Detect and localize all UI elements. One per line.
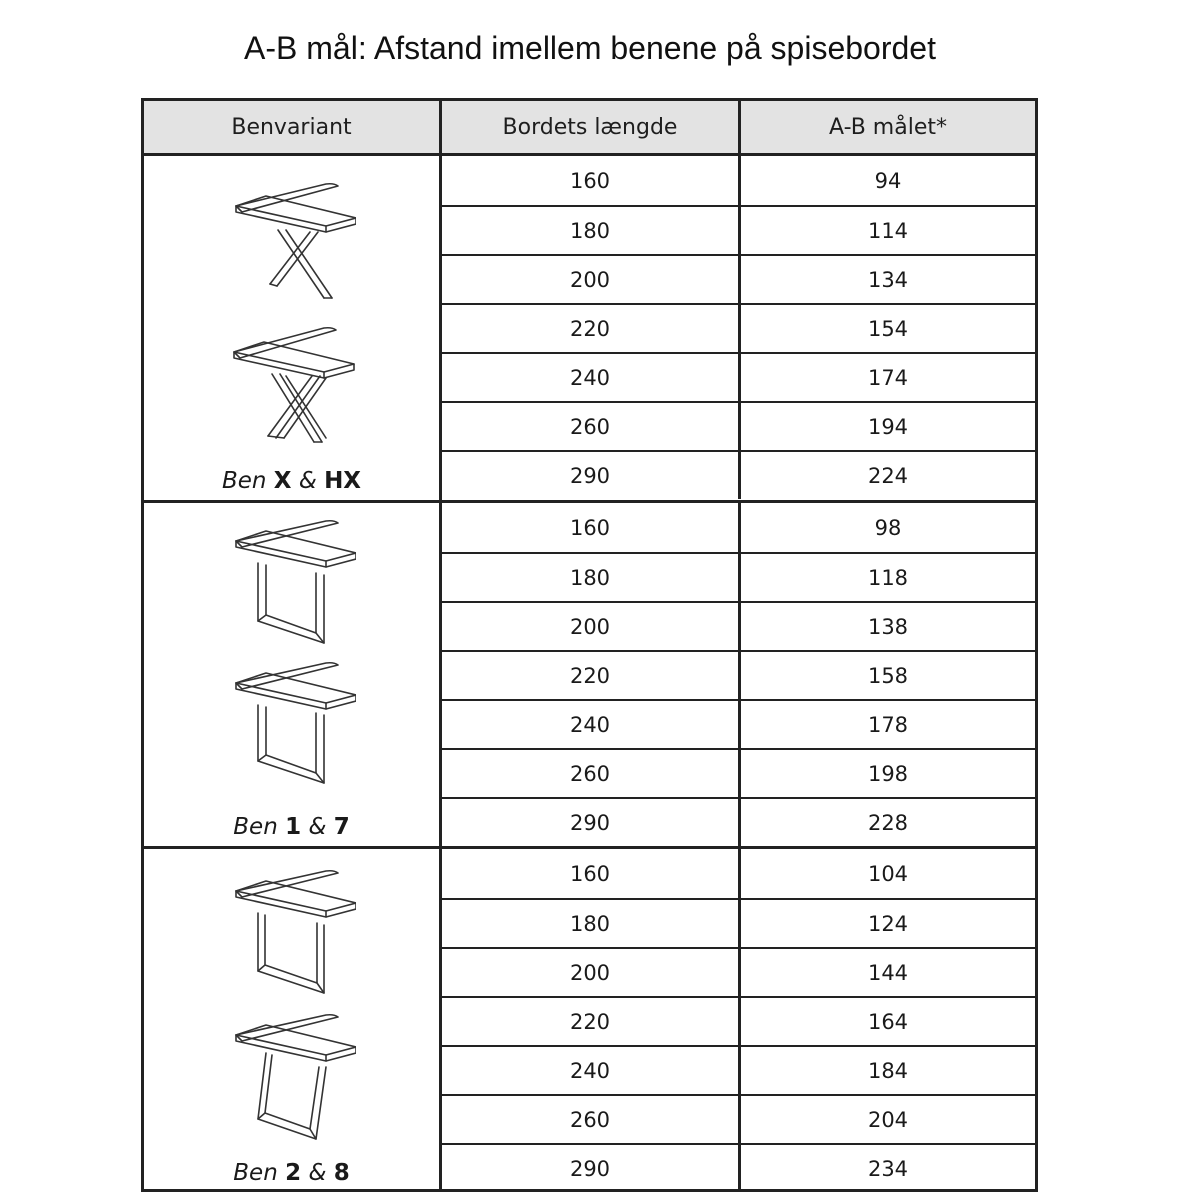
ab-cell: 178 (867, 712, 909, 737)
table-row (442, 205, 1035, 254)
ab-cell: 94 (874, 168, 902, 193)
table-row (442, 898, 1035, 947)
ab-cell: 114 (867, 218, 909, 243)
ab-cell: 234 (867, 1156, 909, 1181)
group-leg-x-hx (144, 156, 1035, 503)
length-cell: 180 (442, 554, 741, 601)
leg-variant-caption: Ben X & HX (221, 468, 362, 494)
table-row (442, 650, 1035, 699)
length-cell: 260 (442, 1096, 741, 1143)
length-cell: 260 (442, 403, 741, 450)
ab-cell: 164 (867, 1009, 909, 1034)
ab-cell: 228 (867, 810, 909, 835)
table-row (442, 849, 1035, 898)
leg-variant-caption: Ben 2 & 8 (233, 1160, 350, 1186)
leg-variant-caption: Ben 1 & 7 (233, 814, 350, 840)
x-leg-table-icon (226, 174, 356, 309)
u-leg-table-icon (226, 515, 356, 650)
length-cell: 160 (442, 503, 741, 552)
group-leg-1-7 (144, 503, 1035, 849)
ab-cell: 174 (867, 365, 909, 390)
u-leg-table-icon (226, 653, 356, 788)
ab-cell: 144 (867, 960, 909, 985)
ab-cell: 184 (867, 1058, 909, 1083)
length-cell: 290 (442, 452, 741, 499)
length-cell: 220 (442, 998, 741, 1045)
ab-cell: 138 (867, 614, 909, 639)
length-cell: 200 (442, 949, 741, 996)
leg-distance-table (141, 98, 1038, 1192)
table-row (442, 1143, 1035, 1192)
ab-cell: 134 (867, 267, 909, 292)
ab-cell: 118 (867, 565, 909, 590)
ab-cell: 124 (867, 911, 909, 936)
header-leg-variant: Benvariant (144, 101, 442, 156)
ab-cell: 198 (867, 761, 909, 786)
trapezoid-leg-table-icon (226, 1007, 356, 1142)
table-row (442, 254, 1035, 303)
leg-variant-cell (144, 849, 442, 1192)
table-row (442, 996, 1035, 1045)
ab-cell: 194 (867, 414, 909, 439)
page-title: A-B mål: Afstand imellem benene på spisebordet (244, 30, 936, 66)
ab-cell: 98 (874, 515, 902, 540)
header-ab-measure: A-B målet* (741, 101, 1035, 156)
leg-variant-cell (144, 503, 442, 846)
group-leg-2-8 (144, 849, 1035, 1192)
leg-variant-cell (144, 156, 442, 500)
length-cell: 290 (442, 1145, 741, 1192)
length-cell: 180 (442, 900, 741, 947)
length-cell: 160 (442, 849, 741, 898)
length-cell: 240 (442, 354, 741, 401)
ab-cell: 158 (867, 663, 909, 688)
table-row (442, 797, 1035, 846)
table-row (442, 303, 1035, 352)
rect-leg-table-icon (226, 863, 356, 998)
table-row (442, 1045, 1035, 1094)
table-row (442, 748, 1035, 797)
ab-cell: 224 (867, 463, 909, 488)
table-row (442, 352, 1035, 401)
length-cell: 260 (442, 750, 741, 797)
header-table-length: Bordets længde (442, 101, 741, 156)
table-row (442, 947, 1035, 996)
table-row (442, 552, 1035, 601)
length-cell: 240 (442, 701, 741, 748)
table-row (442, 699, 1035, 748)
length-cell: 200 (442, 256, 741, 303)
table-row (442, 1094, 1035, 1143)
table-row (442, 503, 1035, 552)
length-cell: 180 (442, 207, 741, 254)
table-row (442, 156, 1035, 205)
ab-cell: 104 (867, 861, 909, 886)
ab-cell: 204 (867, 1107, 909, 1132)
ab-cell: 154 (867, 316, 909, 341)
length-cell: 200 (442, 603, 741, 650)
hx-leg-table-icon (226, 316, 356, 451)
length-cell: 240 (442, 1047, 741, 1094)
table-row (442, 401, 1035, 450)
table-row (442, 601, 1035, 650)
table-row (442, 450, 1035, 499)
length-cell: 220 (442, 305, 741, 352)
length-cell: 290 (442, 799, 741, 846)
length-cell: 220 (442, 652, 741, 699)
length-cell: 160 (442, 156, 741, 205)
